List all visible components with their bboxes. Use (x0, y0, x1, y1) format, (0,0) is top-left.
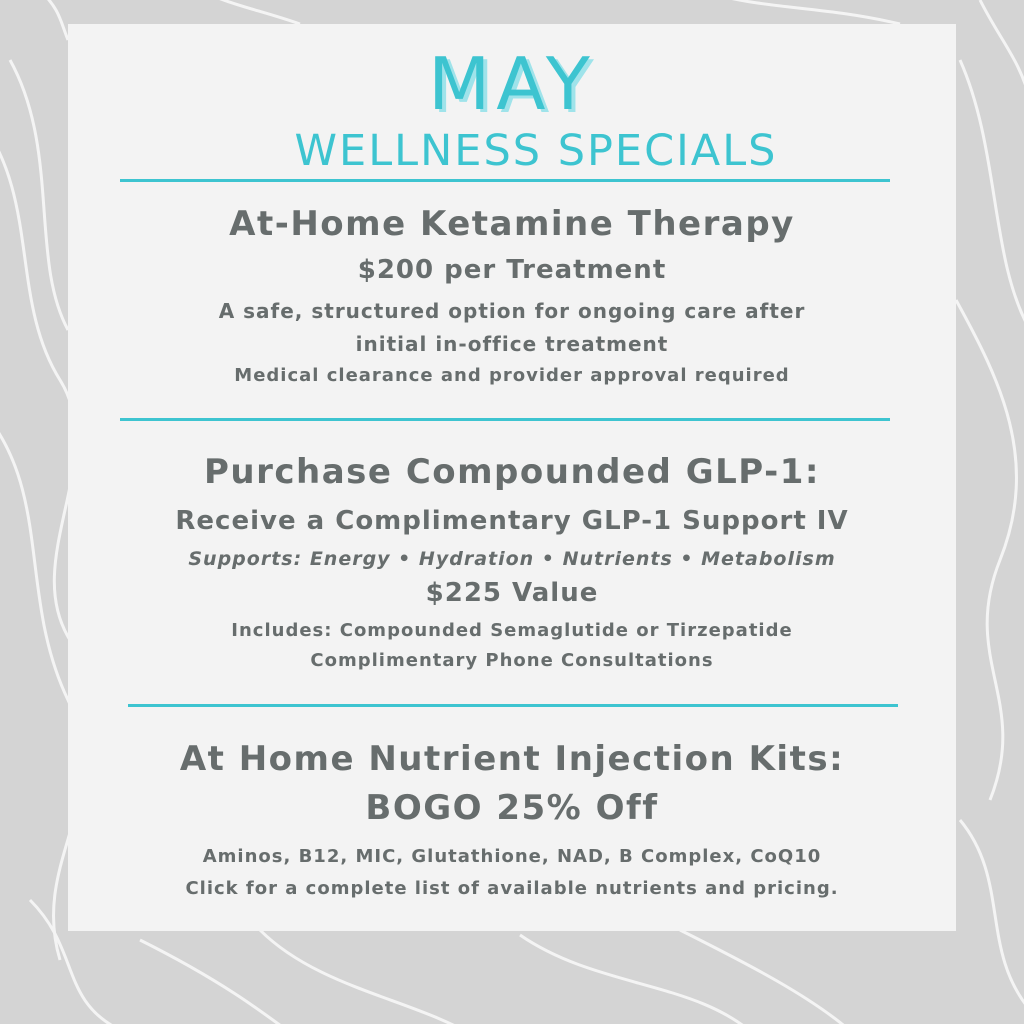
injection-kits-offer: BOGO 25% Off (365, 788, 659, 828)
specials-card (68, 24, 956, 931)
page-subtitle: WELLNESS SPECIALS (294, 126, 778, 176)
ketamine-price: $200 per Treatment (357, 255, 667, 285)
section-title-injection-kits: At Home Nutrient Injection Kits: (179, 739, 845, 779)
divider (128, 704, 898, 707)
month-title: MAY (428, 42, 596, 126)
nutrients-pricing-link[interactable]: Click for a complete list of available nutrients and pricing. (185, 878, 839, 899)
section-title-glp1: Purchase Compounded GLP-1: (203, 452, 820, 492)
ketamine-description: A safe, structured option for ongoing care after (218, 299, 806, 323)
glp1-value: $225 Value (425, 578, 599, 608)
section-title-ketamine: At-Home Ketamine Therapy (229, 204, 795, 244)
divider (120, 418, 890, 421)
ketamine-description-cont: initial in-office treatment (355, 332, 669, 356)
glp1-supports: Supports: Energy • Hydration • Nutrients • Metabolism (188, 548, 836, 570)
glp1-includes: Includes: Compounded Semaglutide or Tirzepatide (231, 620, 793, 641)
nutrient-list: Aminos, B12, MIC, Glutathione, NAD, B Complex, CoQ10 (202, 846, 822, 867)
glp1-offer: Receive a Complimentary GLP-1 Support IV (175, 506, 849, 536)
glp1-consultations: Complimentary Phone Consultations (310, 650, 714, 671)
divider (120, 179, 890, 182)
ketamine-note: Medical clearance and provider approval required (234, 365, 790, 386)
